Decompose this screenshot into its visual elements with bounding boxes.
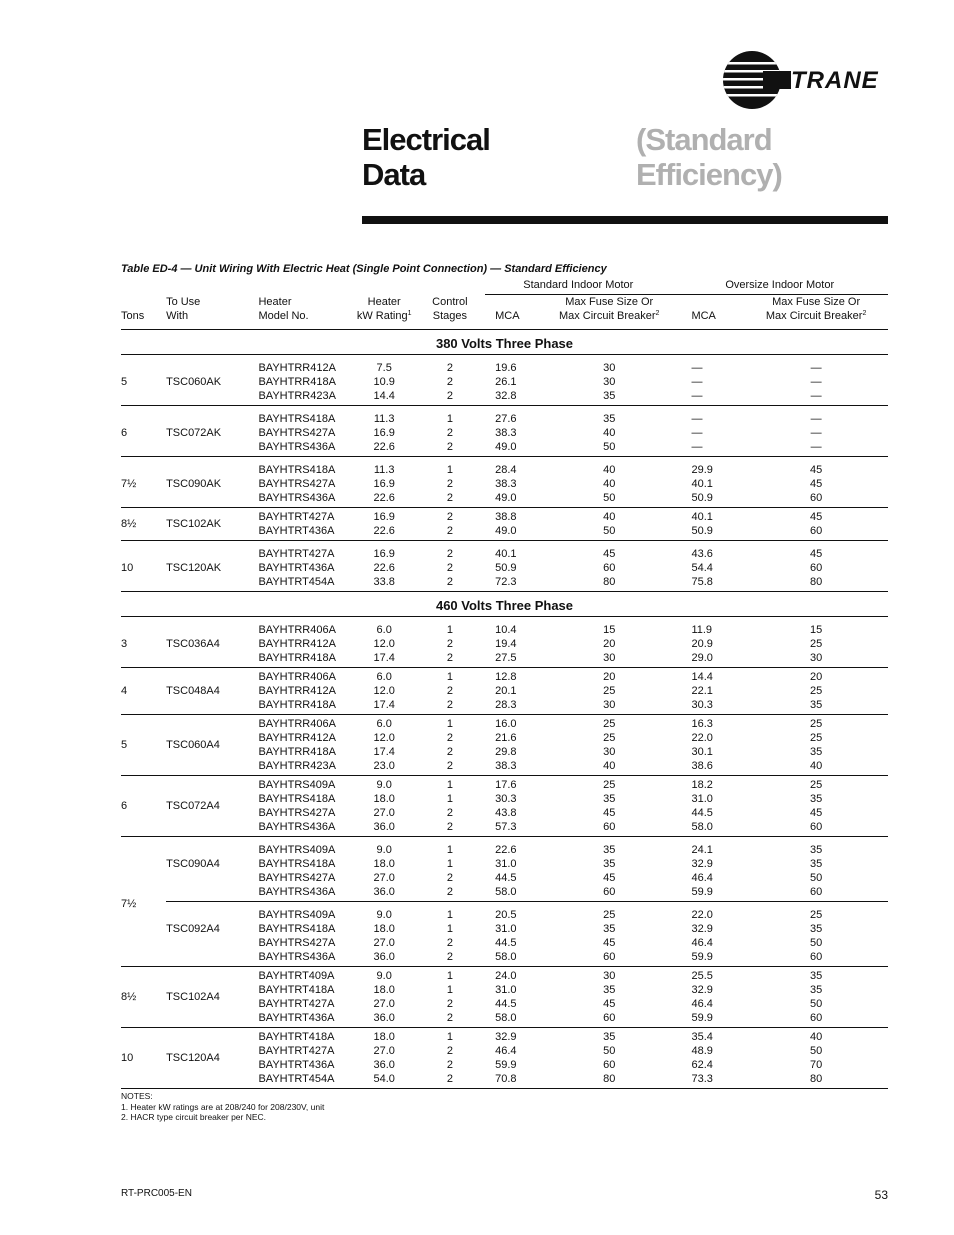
data-cell: 45 45 60	[744, 457, 888, 508]
data-cell: 19.6 26.1 32.8	[485, 355, 547, 406]
data-cell: BAYHTRS409A BAYHTRS418A BAYHTRS427A BAYHTRS436A	[258, 776, 353, 837]
oversize-motor-header: Oversize Indoor Motor	[671, 278, 888, 295]
tons-cell: 7½	[121, 457, 166, 508]
data-cell: 25.5 32.9 46.4 59.9	[671, 967, 744, 1028]
phase-heading: 380 Volts Three Phase	[121, 330, 888, 355]
data-cell: 24.1 32.9 46.4 59.9	[671, 837, 744, 902]
unit-cell: TSC120A4	[166, 1028, 258, 1089]
unit-cell: TSC092A4	[166, 902, 258, 967]
data-cell: 29.9 40.1 50.9	[671, 457, 744, 508]
data-cell: 14.4 22.1 30.3	[671, 668, 744, 715]
data-cell: BAYHTRR412A BAYHTRR418A BAYHTRR423A	[258, 355, 353, 406]
tons-cell: 8½	[121, 967, 166, 1028]
data-cell: 15 25 30	[744, 617, 888, 668]
unit-cell: TSC060AK	[166, 355, 258, 406]
table-row-group	[121, 776, 888, 837]
table-row-group	[121, 668, 888, 715]
data-cell: 22.0 32.9 46.4 59.9	[671, 902, 744, 967]
data-cell: 18.0 27.0 36.0 54.0	[354, 1028, 415, 1089]
data-cell: 35 35 50 60	[744, 967, 888, 1028]
data-cell: 1 2 2	[415, 457, 486, 508]
data-cell: 25 35 50 60	[744, 902, 888, 967]
note-1: 1. Heater kW ratings are at 208/240 for 208/230V, unit	[121, 1101, 325, 1112]
data-cell: BAYHTRT409A BAYHTRT418A BAYHTRT427A BAYHTRT436A	[258, 967, 353, 1028]
unit-cell: TSC072AK	[166, 406, 258, 457]
table-row-group	[121, 617, 888, 668]
tons-cell: 7½	[121, 837, 166, 967]
data-cell: 1 2 2	[415, 406, 486, 457]
brand-wordmark: TRANE	[791, 67, 879, 94]
phase-heading: 460 Volts Three Phase	[121, 592, 888, 617]
data-cell: — — —	[671, 406, 744, 457]
table-row-group	[121, 541, 888, 592]
data-cell: — — —	[744, 406, 888, 457]
data-cell: 45 60 80	[744, 541, 888, 592]
data-cell: BAYHTRR406A BAYHTRR412A BAYHTRR418A	[258, 617, 353, 668]
data-cell: 9.0 18.0 27.0 36.0	[354, 967, 415, 1028]
table-caption: Table ED-4 — Unit Wiring With Electric Heat (Single Point Connection) — Standard Efficiency	[121, 263, 607, 275]
unit-cell: TSC102A4	[166, 967, 258, 1028]
data-cell: 7.5 10.9 14.4	[354, 355, 415, 406]
tons-cell: 5	[121, 715, 166, 776]
data-cell: 1 2 2 2	[415, 1028, 486, 1089]
unit-cell: TSC048A4	[166, 668, 258, 715]
data-cell: 20 25 30	[547, 668, 672, 715]
data-cell: 35 50 60 80	[547, 1028, 672, 1089]
data-cell: 12.8 20.1 28.3	[485, 668, 547, 715]
data-cell: 11.3 16.9 22.6	[354, 406, 415, 457]
data-cell: 1 2 2	[415, 668, 486, 715]
data-cell: 16.0 21.6 29.8 38.3	[485, 715, 547, 776]
title-rule	[362, 216, 888, 224]
data-cell: 22.6 31.0 44.5 58.0	[485, 837, 547, 902]
tons-cell: 6	[121, 406, 166, 457]
data-cell: 1 1 2 2	[415, 902, 486, 967]
page-number: 53	[874, 1188, 888, 1202]
data-cell: 35 35 45 60	[547, 837, 672, 902]
data-cell: 9.0 18.0 27.0 36.0	[354, 902, 415, 967]
data-cell: 18.2 31.0 44.5 58.0	[671, 776, 744, 837]
unit-cell: TSC102AK	[166, 508, 258, 541]
data-cell: 10.4 19.4 27.5	[485, 617, 547, 668]
table-row-group	[121, 355, 888, 406]
data-cell: 40.1 50.9 72.3	[485, 541, 547, 592]
data-cell: 16.9 22.6 33.8	[354, 541, 415, 592]
data-cell: 24.0 31.0 44.5 58.0	[485, 967, 547, 1028]
data-cell: 6.0 12.0 17.4	[354, 668, 415, 715]
data-cell: 25 35 45 60	[547, 776, 672, 837]
data-cell: 6.0 12.0 17.4	[354, 617, 415, 668]
unit-cell: TSC090AK	[166, 457, 258, 508]
table-row-group	[121, 715, 888, 776]
data-cell: 30 35 45 60	[547, 967, 672, 1028]
data-cell: 43.6 54.4 75.8	[671, 541, 744, 592]
data-cell: BAYHTRS418A BAYHTRS427A BAYHTRS436A	[258, 457, 353, 508]
data-cell: 40 50	[547, 508, 672, 541]
data-cell: 11.9 20.9 29.0	[671, 617, 744, 668]
tons-cell: 5	[121, 355, 166, 406]
tons-cell: 8½	[121, 508, 166, 541]
data-cell: 35.4 48.9 62.4 73.3	[671, 1028, 744, 1089]
data-cell: 45 60	[744, 508, 888, 541]
data-cell: 9.0 18.0 27.0 36.0	[354, 776, 415, 837]
data-cell: 28.4 38.3 49.0	[485, 457, 547, 508]
data-cell: 40 40 50	[547, 457, 672, 508]
data-cell: 1 1 2 2	[415, 967, 486, 1028]
data-cell: 40.1 50.9	[671, 508, 744, 541]
data-cell: 16.9 22.6	[354, 508, 415, 541]
data-cell: 32.9 46.4 59.9 70.8	[485, 1028, 547, 1089]
page-title: Electrical Data	[362, 122, 490, 192]
data-cell: 25 35 45 60	[547, 902, 672, 967]
data-cell: 11.3 16.9 22.6	[354, 457, 415, 508]
data-cell: 20 25 35	[744, 668, 888, 715]
unit-cell: TSC120AK	[166, 541, 258, 592]
table-notes: NOTES: 1. Heater kW ratings are at 208/240 for 208/230V, unit 2. HACR type circuit breaker per NEC.	[121, 1091, 325, 1122]
tons-cell: 4	[121, 668, 166, 715]
table-row-group	[121, 837, 888, 902]
data-cell: 9.0 18.0 27.0 36.0	[354, 837, 415, 902]
tons-cell: 6	[121, 776, 166, 837]
data-cell: 2 2 2	[415, 541, 486, 592]
data-cell: 25 35 45 60	[744, 776, 888, 837]
electrical-data-table	[121, 278, 888, 1089]
data-cell: 17.6 30.3 43.8 57.3	[485, 776, 547, 837]
data-cell: — — —	[671, 355, 744, 406]
data-cell: 27.6 38.3 49.0	[485, 406, 547, 457]
data-cell: BAYHTRS418A BAYHTRS427A BAYHTRS436A	[258, 406, 353, 457]
unit-cell: TSC090A4	[166, 837, 258, 902]
data-cell: 15 20 30	[547, 617, 672, 668]
table-row-group	[121, 1028, 888, 1089]
data-cell: BAYHTRT427A BAYHTRT436A BAYHTRT454A	[258, 541, 353, 592]
document-id: RT-PRC005-EN	[121, 1188, 192, 1199]
table-row-group	[121, 457, 888, 508]
data-cell: BAYHTRR406A BAYHTRR412A BAYHTRR418A	[258, 668, 353, 715]
data-cell: 6.0 12.0 17.4 23.0	[354, 715, 415, 776]
unit-cell: TSC072A4	[166, 776, 258, 837]
data-cell: 25 25 30 40	[547, 715, 672, 776]
table-row-group	[121, 967, 888, 1028]
standard-motor-header: Standard Indoor Motor	[485, 278, 671, 295]
data-cell: 1 1 2 2	[415, 837, 486, 902]
data-cell: 1 1 2 2	[415, 776, 486, 837]
data-cell: — — —	[744, 355, 888, 406]
data-cell: BAYHTRR406A BAYHTRR412A BAYHTRR418A BAYHTRR423A	[258, 715, 353, 776]
data-cell: BAYHTRT418A BAYHTRT427A BAYHTRT436A BAYHTRT454A	[258, 1028, 353, 1089]
data-cell: BAYHTRS409A BAYHTRS418A BAYHTRS427A BAYHTRS436A	[258, 837, 353, 902]
data-cell: BAYHTRS409A BAYHTRS418A BAYHTRS427A BAYHTRS436A	[258, 902, 353, 967]
table-row-group	[121, 406, 888, 457]
data-cell: 45 60 80	[547, 541, 672, 592]
table-row-group	[121, 902, 888, 967]
data-cell: 2 2	[415, 508, 486, 541]
data-cell: 35 40 50	[547, 406, 672, 457]
table-row-group	[121, 508, 888, 541]
tons-cell: 3	[121, 617, 166, 668]
data-cell: 30 30 35	[547, 355, 672, 406]
unit-cell: TSC060A4	[166, 715, 258, 776]
note-2: 2. HACR type circuit breaker per NEC.	[121, 1112, 267, 1122]
tons-cell: 10	[121, 541, 166, 592]
data-cell: 20.5 31.0 44.5 58.0	[485, 902, 547, 967]
unit-cell: TSC036A4	[166, 617, 258, 668]
trane-logo	[723, 50, 893, 110]
data-cell: 1 2 2 2	[415, 715, 486, 776]
data-cell: 25 25 35 40	[744, 715, 888, 776]
data-cell: 40 50 70 80	[744, 1028, 888, 1089]
data-cell: 1 2 2	[415, 617, 486, 668]
column-headers: Tons To Use With Heater Model No. Heater kW Rating$^1$ Control Stages MCA Max Fuse Size Or Max Circuit Breaker$^2$ MCA Max Fuse Size Or Max Circuit Breaker$^2$	[121, 295, 888, 330]
tons-cell: 10	[121, 1028, 166, 1089]
data-cell: BAYHTRT427A BAYHTRT436A	[258, 508, 353, 541]
data-cell: 38.8 49.0	[485, 508, 547, 541]
page-subtitle: (Standard Efficiency)	[636, 122, 782, 192]
data-cell: 16.3 22.0 30.1 38.6	[671, 715, 744, 776]
data-cell: 2 2 2	[415, 355, 486, 406]
data-cell: 35 35 50 60	[744, 837, 888, 902]
